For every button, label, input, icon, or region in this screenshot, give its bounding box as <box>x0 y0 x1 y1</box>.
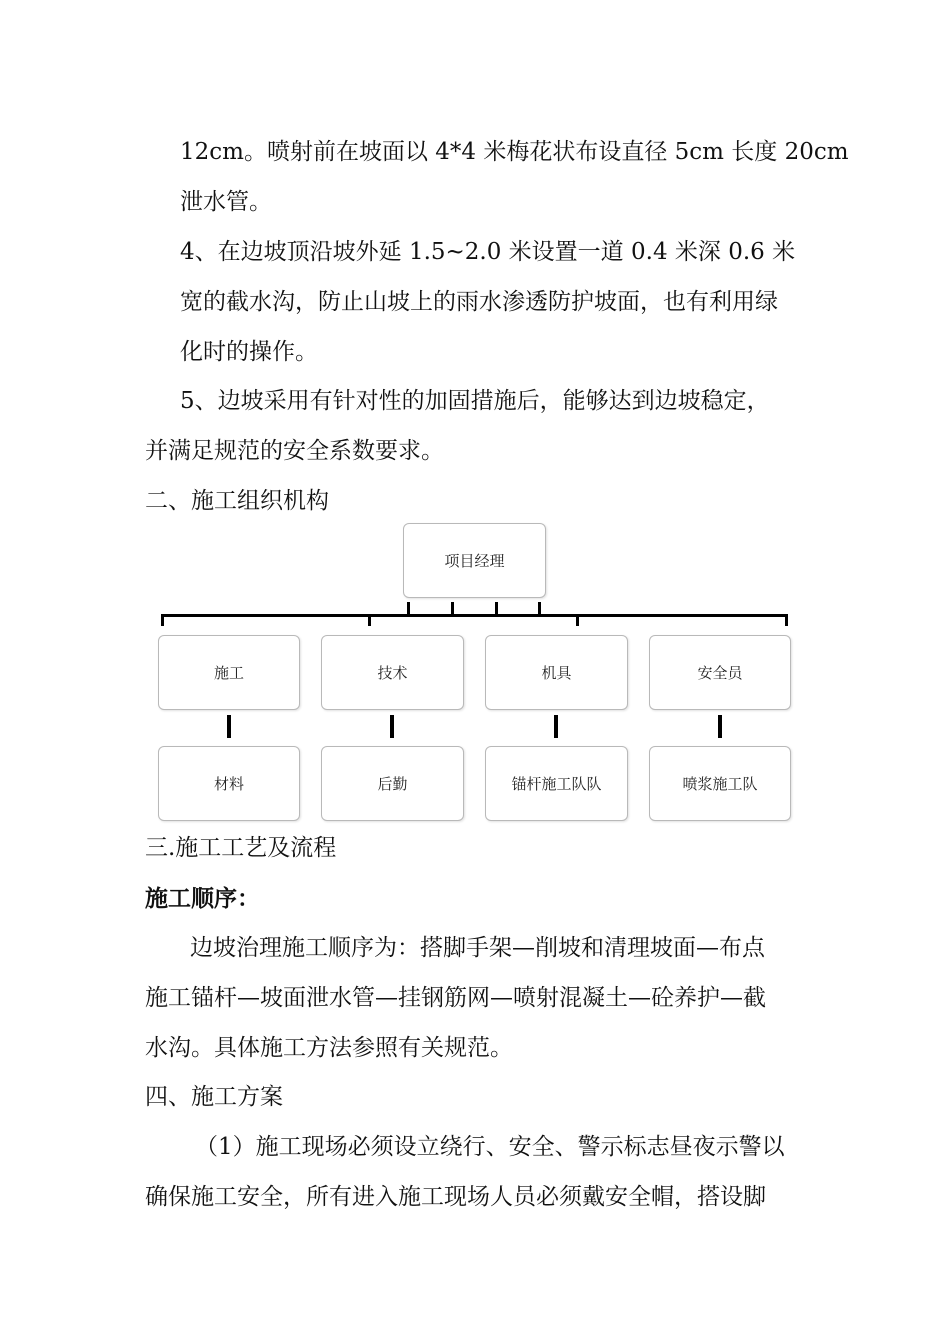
paragraph-line: 宽的截水沟，防止山坡上的雨水渗透防护坡面，也有利用绿 <box>180 289 778 315</box>
paragraph-line: （1）施工现场必须设立绕行、安全、警示标志昼夜示警以 <box>195 1134 785 1160</box>
paragraph-line: 12cm。喷射前在坡面以 4*4 米梅花状布设直径 5cm 长度 20cm <box>180 139 849 165</box>
connector-bus <box>161 614 788 617</box>
connector <box>785 614 788 626</box>
org-node: 后勤 <box>321 746 464 821</box>
paragraph-line: 5、边坡采用有针对性的加固措施后，能够达到边坡稳定， <box>180 388 770 414</box>
paragraph-line: 施工锚杆—坡面泄水管—挂钢筋网—喷射混凝土—砼养护—截 <box>145 985 766 1011</box>
paragraph-line: 边坡治理施工顺序为：搭脚手架—削坡和清理坡面—布点 <box>190 935 765 961</box>
org-node: 喷浆施工队 <box>649 746 791 821</box>
connector <box>576 614 579 626</box>
connector <box>368 614 371 626</box>
org-node-manager: 项目经理 <box>403 523 546 598</box>
paragraph-line: 并满足规范的安全系数要求。 <box>145 438 444 464</box>
connector <box>161 614 164 626</box>
org-node: 锚杆施工队队 <box>485 746 628 821</box>
paragraph-line: 泄水管。 <box>180 189 272 215</box>
connector <box>227 715 231 738</box>
section-heading: 四、施工方案 <box>145 1084 283 1110</box>
org-node: 材料 <box>158 746 300 821</box>
paragraph-line: 化时的操作。 <box>180 339 318 365</box>
org-node: 机具 <box>485 635 628 710</box>
section-heading: 二、施工组织机构 <box>145 488 329 514</box>
connector <box>390 715 394 738</box>
section-heading: 三.施工工艺及流程 <box>145 835 337 861</box>
org-node: 安全员 <box>649 635 791 710</box>
paragraph-line: 4、在边坡顶沿坡外延 1.5~2.0 米设置一道 0.4 米深 0.6 米 <box>180 239 796 265</box>
subheading: 施工顺序： <box>145 886 260 912</box>
connector <box>554 715 558 738</box>
paragraph-line: 确保施工安全，所有进入施工现场人员必须戴安全帽，搭设脚 <box>145 1184 766 1210</box>
org-node: 施工 <box>158 635 300 710</box>
org-node: 技术 <box>321 635 464 710</box>
paragraph-line: 水沟。具体施工方法参照有关规范。 <box>145 1035 513 1061</box>
connector <box>718 715 722 738</box>
